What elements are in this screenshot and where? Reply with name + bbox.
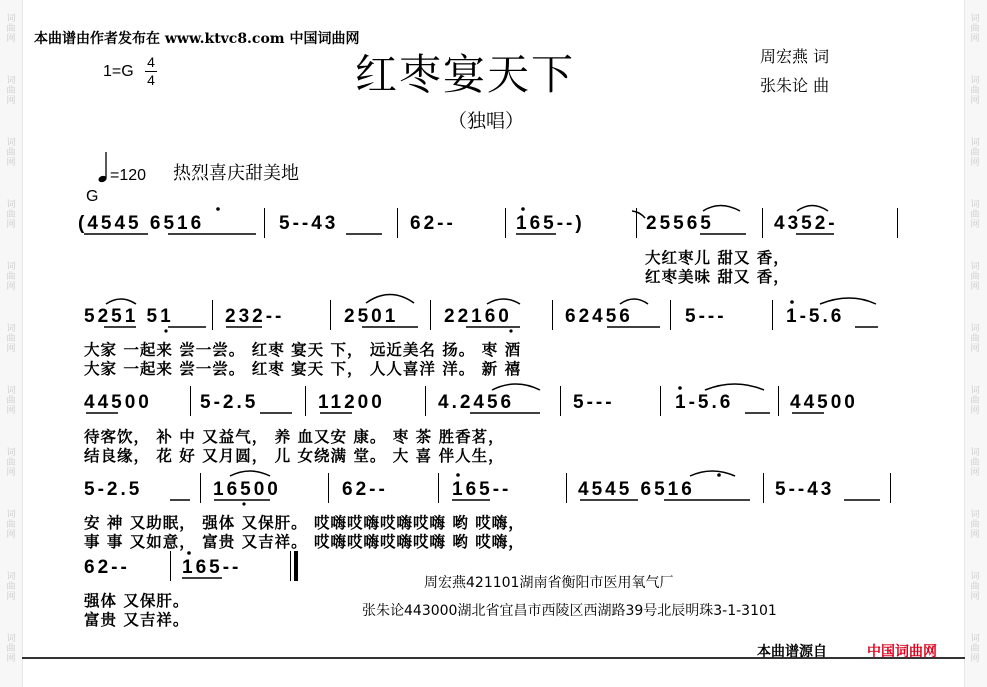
barline [190, 386, 191, 416]
lyric-verse-1: 安 神 又助眠， 强体 又保肝。 哎嗨哎嗨哎嗨哎嗨 哟 哎嗨， [84, 514, 525, 532]
barline [397, 208, 398, 238]
watermark-text: 词 曲 网 [970, 324, 980, 354]
composer-credit: 张朱论 曲 [760, 76, 830, 95]
barline [305, 386, 306, 416]
barline [425, 386, 426, 416]
song-subtitle: （独唱） [448, 110, 525, 132]
measure: 165-- [452, 479, 512, 500]
measure: 44500 [84, 392, 152, 413]
barline [670, 300, 671, 330]
watermark-text: 词 曲 网 [970, 634, 980, 664]
song-title: 红枣宴天下 [355, 50, 576, 99]
barline [897, 208, 898, 238]
key-signature: 1=G [103, 63, 134, 80]
barline [200, 473, 201, 503]
final-barline-thick [294, 551, 298, 581]
watermark-text: 词 曲 网 [6, 324, 16, 354]
measure: 165-- [182, 557, 242, 578]
time-signature-bottom: 4 [147, 72, 155, 88]
watermark-text: 词 曲 网 [970, 572, 980, 602]
barline [505, 208, 506, 238]
measure: 62456 [565, 306, 633, 327]
measure: 62-- [342, 479, 388, 500]
barline [438, 473, 439, 503]
measure: 11200 [318, 392, 385, 413]
watermark-text: 词 曲 网 [970, 386, 980, 416]
measure: 4.2456 [438, 392, 515, 413]
watermark-text: 词 曲 网 [970, 262, 980, 292]
publisher-note: 本曲谱由作者发布在 www.ktvc8.com 中国词曲网 [34, 31, 360, 47]
measure: 62-- [410, 213, 456, 234]
watermark-text: 词 曲 网 [970, 76, 980, 106]
barline [636, 208, 637, 238]
barline [328, 473, 329, 503]
measure: 2501 [344, 306, 399, 327]
measure: 5-2.5 [200, 392, 259, 413]
watermark-text: 词 曲 网 [6, 448, 16, 478]
watermark-text: 词 曲 网 [6, 76, 16, 106]
lyric-verse-2: 结良缘， 花 好 又月圆， 儿 女绕满 堂。 大 喜 伴人生， [84, 447, 505, 465]
measure: 1-5.6 [786, 306, 845, 327]
measure: 5-2.5 [84, 479, 143, 500]
measure: 5--43 [279, 213, 339, 234]
watermark-text: 词 曲 网 [6, 14, 16, 44]
watermark-text: 词 曲 网 [6, 262, 16, 292]
barline [330, 300, 331, 330]
measure: 25565 [646, 213, 714, 234]
lyric-verse-1: 大家 一起来 尝一尝。 红枣 宴天 下， 远近美名 扬。 枣 酒 [84, 341, 522, 359]
watermark-text: 词 曲 网 [6, 386, 16, 416]
lyric-verse-1: 大红枣儿 甜又 香， [645, 249, 790, 267]
measure: 5--- [573, 392, 615, 413]
final-barline-thin [290, 551, 291, 581]
lyric-verse-1: 强体 又保肝。 [84, 592, 190, 610]
lyric-verse-2: 大家 一起来 尝一尝。 红枣 宴天 下， 人人喜洋 洋。 新 禧 [84, 360, 522, 378]
watermark-text: 词 曲 网 [970, 14, 980, 44]
watermark-text: 词 曲 网 [970, 200, 980, 230]
barline [890, 473, 891, 503]
watermark-text: 词 曲 网 [6, 138, 16, 168]
watermark-text: 词 曲 网 [6, 510, 16, 540]
barline [762, 208, 763, 238]
measure: 5251 51 [84, 306, 174, 327]
barline [430, 300, 431, 330]
watermark-text: 词 曲 网 [970, 510, 980, 540]
barline [212, 300, 213, 330]
barline [772, 300, 773, 330]
tempo-marking: =120 [110, 167, 147, 184]
measure: (4545 6516 [78, 213, 205, 234]
measure: 62-- [84, 557, 130, 578]
measure: 5--- [685, 306, 727, 327]
lyricist-address: 周宏燕421101湖南省衡阳市医用氧气厂 [424, 575, 674, 591]
barline [763, 473, 764, 503]
source-site-link[interactable]: 中国词曲网 [867, 644, 937, 660]
barline [264, 208, 265, 238]
measure: 1-5.6 [675, 392, 734, 413]
barline [660, 386, 661, 416]
time-signature [145, 55, 157, 88]
measure: 22160 [444, 306, 512, 327]
measure: 165--) [516, 213, 585, 234]
expression-marking: 热烈喜庆甜美地 [173, 163, 299, 184]
lyric-verse-1: 待客饮， 补 中 又益气， 养 血又安 康。 枣 茶 胜香茗， [84, 428, 505, 446]
time-signature-top: 4 [147, 54, 155, 70]
measure: 4352- [774, 213, 838, 234]
watermark-text: 词 曲 网 [970, 138, 980, 168]
measure: 4545 6516 [578, 479, 695, 500]
barline [778, 386, 779, 416]
watermark-text: 词 曲 网 [6, 572, 16, 602]
barline [566, 473, 567, 503]
measure: 5--43 [775, 479, 835, 500]
watermark-text: 词 曲 网 [6, 634, 16, 664]
source-label: 本曲谱源自 [757, 644, 827, 660]
lyric-verse-2: 红枣美味 甜又 香， [645, 268, 790, 286]
barline [552, 300, 553, 330]
watermark-text: 词 曲 网 [6, 200, 16, 230]
measure: 44500 [790, 392, 858, 413]
lyric-verse-2: 事 事 又如意， 富贵 又吉祥。 哎嗨哎嗨哎嗨哎嗨 哟 哎嗨， [84, 533, 525, 551]
watermark-text: 词 曲 网 [970, 448, 980, 478]
lyricist-credit: 周宏燕 词 [760, 47, 830, 66]
composer-address: 张朱论443000湖北省宜昌市西陵区西湖路39号北辰明珠3-1-3101 [362, 603, 777, 619]
chord-symbol: G [86, 188, 99, 205]
measure: 16500 [213, 479, 281, 500]
lyric-verse-2: 富贵 又吉祥。 [84, 611, 190, 629]
barline [170, 551, 171, 581]
quarter-note-icon [96, 150, 110, 186]
barline [560, 386, 561, 416]
measure: 232-- [225, 306, 285, 327]
